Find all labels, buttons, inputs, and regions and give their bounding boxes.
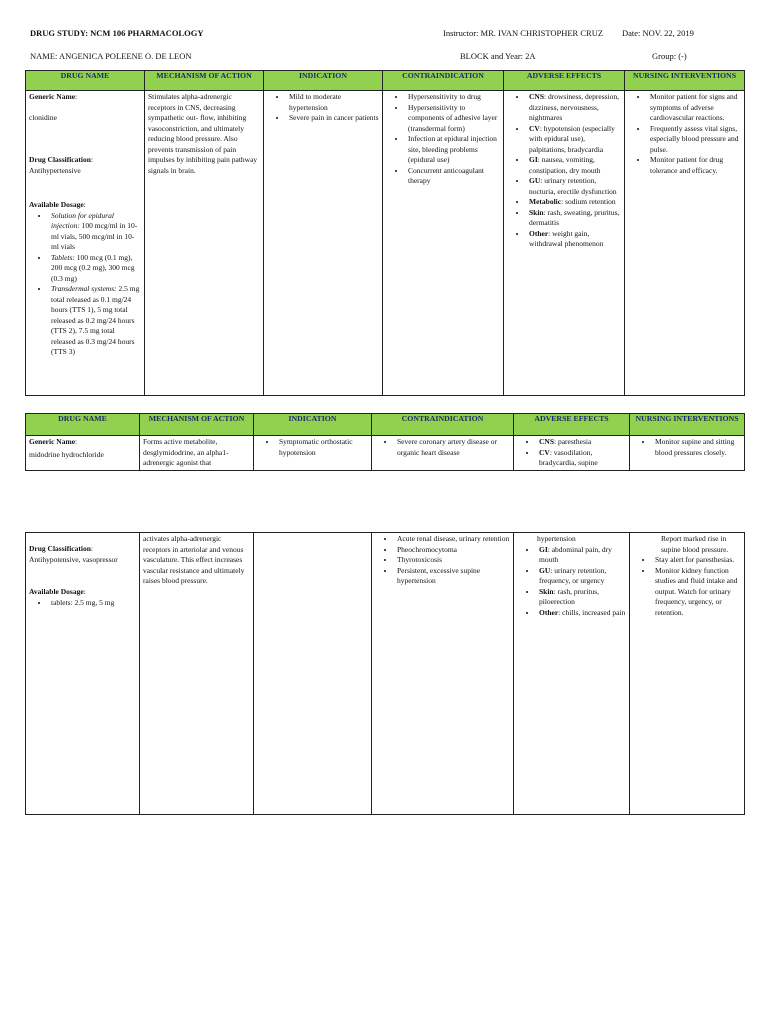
- header-row: [26, 414, 745, 436]
- dosage-item: • Solution for epidural injection: 100 mcg/ml in 10-ml vials, 500 mcg/ml in 10-ml vials: [49, 211, 141, 253]
- col-mechanism: MECHANISM OF ACTION: [145, 71, 264, 91]
- dosage-list: [29, 211, 141, 358]
- contraindication-list: [375, 437, 510, 458]
- col-contraindication: CONTRAINDICATION: [372, 414, 514, 436]
- col-adverse-effects: ADVERSE EFFECTS: [514, 414, 630, 436]
- col-nursing: NURSING INTERVENTIONS: [630, 414, 745, 436]
- nursing-list: [628, 92, 741, 176]
- indication-cell: [254, 436, 372, 471]
- nursing-continued: Report marked rise in supine blood pressure.: [661, 534, 729, 554]
- col-nursing: NURSING INTERVENTIONS: [625, 71, 745, 91]
- dosage-item: • tablets: 2.5 mg, 5 mg: [49, 598, 136, 609]
- nursing-cell: [630, 533, 745, 815]
- content-row: [26, 533, 745, 815]
- list-item: • Frequently assess vital signs, especially blood pressure and pulse.: [648, 124, 741, 156]
- list-item: • Severe coronary artery disease or organic heart disease: [395, 437, 510, 458]
- indication-cell: [254, 533, 372, 815]
- generic-name: Generic Name:: [29, 437, 78, 446]
- mechanism-cell: activates alpha-adrenergic receptors in arteriolar and venous vasculature. This effect increases vascular resistance and ultimately raises blood pressure.: [140, 533, 254, 815]
- drug-table-midodrine: [25, 413, 745, 471]
- student-name: NAME: ANGENICA POLEENE O. DE LEON: [30, 51, 192, 61]
- list-item: • Severe pain in cancer patients: [287, 113, 379, 124]
- contraindication-list: [375, 534, 510, 587]
- col-drug-name: DRUG NAME: [26, 71, 145, 91]
- dosage-item: • Transdermal systems: 2.5 mg total released as 0.1 mg/24 hours (TTS 1), 5 mg total released as 0.2 mg/24 hours (TTS 2), 7.5 mg total released as 0.3 mg/24 hours (TTS 3): [49, 284, 141, 358]
- available-dosage: Available Dosage:: [29, 587, 86, 596]
- dosage-list: [29, 598, 136, 609]
- content-row: [26, 91, 745, 396]
- list-item: • CNS: drowsiness, depression, dizziness, nervousness, nightmares: [527, 92, 621, 124]
- drug-study-label: DRUG STUDY: [30, 28, 86, 38]
- classification-value: Antihypertensive: [29, 165, 81, 175]
- contraindication-list: [386, 92, 500, 187]
- generic-name: Generic Name:: [29, 92, 78, 101]
- col-mechanism: MECHANISM OF ACTION: [140, 414, 254, 436]
- list-item: • GI: abdominal pain, dry mouth: [537, 545, 626, 566]
- generic-value: clonidine: [29, 112, 57, 122]
- adverse-list: [507, 92, 621, 250]
- list-item: • Acute renal disease, urinary retention: [395, 534, 510, 545]
- list-item: • CNS: paresthesia: [537, 437, 626, 448]
- nursing-cell: [630, 436, 745, 471]
- drug-classification: Drug Classification:: [29, 544, 93, 553]
- list-item: • Other: chills, increased pain: [537, 608, 626, 619]
- list-item: • GI: nausea, vomiting, constipation, dry mouth: [527, 155, 621, 176]
- list-item: • Monitor patient for signs and symptoms of adverse cardiovascular reactions.: [648, 92, 741, 124]
- nursing-list: [633, 437, 741, 458]
- list-item: • Symptomatic orthostatic hypotension: [277, 437, 368, 458]
- content-row: [26, 436, 745, 471]
- list-item: • Skin: rash, sweating, pruritus, dermatitis: [527, 208, 621, 229]
- indication-list: [257, 437, 368, 458]
- drug-table-midodrine-continued: [25, 532, 745, 815]
- adverse-list: [517, 437, 626, 469]
- list-item: • GU: urinary retention, nocturia, erectile dysfunction: [527, 176, 621, 197]
- col-contraindication: CONTRAINDICATION: [383, 71, 504, 91]
- list-item: • Monitor supine and sitting blood pressures closely.: [653, 437, 741, 458]
- list-item: • GU: urinary retention, frequency, or urgency: [537, 566, 626, 587]
- col-adverse-effects: ADVERSE EFFECTS: [504, 71, 625, 91]
- drug-study-course: : NCM 106 PHARMACOLOGY: [85, 28, 204, 38]
- list-item: • Thyrotoxicosis: [395, 555, 510, 566]
- col-drug-name: DRUG NAME: [26, 414, 140, 436]
- drug-name-cell: [26, 533, 140, 815]
- adverse-effects-cell: [514, 436, 630, 471]
- nursing-list: [633, 555, 741, 618]
- contraindication-cell: [383, 91, 504, 396]
- drug-table-clonidine: [25, 70, 745, 396]
- indication-list: [267, 92, 379, 124]
- block-year: BLOCK and Year: 2A: [460, 51, 536, 61]
- col-indication: INDICATION: [264, 71, 383, 91]
- instructor: Instructor: MR. IVAN CHRISTOPHER CRUZ: [443, 28, 604, 38]
- drug-classification: Drug Classification:: [29, 155, 93, 164]
- list-item: • Monitor kidney function studies and fluid intake and output. Watch for urinary frequency, urgency, or retention.: [653, 566, 741, 619]
- generic-value: midodrine hydrochloride: [29, 449, 104, 459]
- group: Group: (-): [652, 51, 687, 61]
- indication-cell: [264, 91, 383, 396]
- contraindication-cell: [372, 533, 514, 815]
- contraindication-cell: [372, 436, 514, 471]
- list-item: • CV: vasodilation, bradycardia, supine: [537, 448, 626, 469]
- list-item: • Stay alert for paresthesias.: [653, 555, 741, 566]
- list-item: • Hypersensitivity to components of adhesive layer (transdermal form): [406, 103, 500, 135]
- drug-study-title: [30, 29, 203, 38]
- col-indication: INDICATION: [254, 414, 372, 436]
- list-item: • Hypersensitivity to drug: [406, 92, 500, 103]
- header-row: [26, 71, 745, 91]
- date: Date: NOV. 22, 2019: [622, 28, 694, 38]
- drug-name-cell: [26, 436, 140, 471]
- adverse-effects-cell: [504, 91, 625, 396]
- dosage-item: • Tablets: 100 mcg (0.1 mg), 200 mcg (0.2 mg), 300 mcg (0.3 mg): [49, 253, 141, 285]
- list-item: • Skin: rash, pruritus, piloerection: [537, 587, 626, 608]
- list-item: • Monitor patient for drug tolerance and efficacy.: [648, 155, 741, 176]
- adverse-list: [517, 545, 626, 619]
- list-item: • Other: weight gain, withdrawal phenomenon: [527, 229, 621, 250]
- nursing-cell: [625, 91, 745, 396]
- list-item: • Concurrent anticoagulant therapy: [406, 166, 500, 187]
- mechanism-cell: Stimulates alpha-adrenergic receptors in CNS, decreasing sympathetic out- flow, inhibiting vasoconstriction, and ultimately reducing blood pressure. Also prevents transmission of pain impulses by inhibiting pain pathway signals in brain.: [145, 91, 264, 396]
- list-item: • Pheochromocytoma: [395, 545, 510, 556]
- available-dosage: Available Dosage:: [29, 200, 86, 209]
- list-item: • Mild to moderate hypertension: [287, 92, 379, 113]
- list-item: • Metabolic: sodium retention: [527, 197, 621, 208]
- list-item: • CV: hypotension (especially with epidural use), palpitations, bradycardia: [527, 124, 621, 156]
- list-item: • Infection at epidural injection site, bleeding problems (epidural use): [406, 134, 500, 166]
- adverse-continued: hypertension: [537, 534, 576, 543]
- classification-value: Antihypotensive, vasopressor: [29, 554, 118, 564]
- list-item: • Persistent, excessive supine hypertension: [395, 566, 510, 587]
- drug-name-cell: [26, 91, 145, 396]
- mechanism-cell: Forms active metabolite, desglymidodrine, an alpha1-adrenergic agonist that: [140, 436, 254, 471]
- adverse-effects-cell: [514, 533, 630, 815]
